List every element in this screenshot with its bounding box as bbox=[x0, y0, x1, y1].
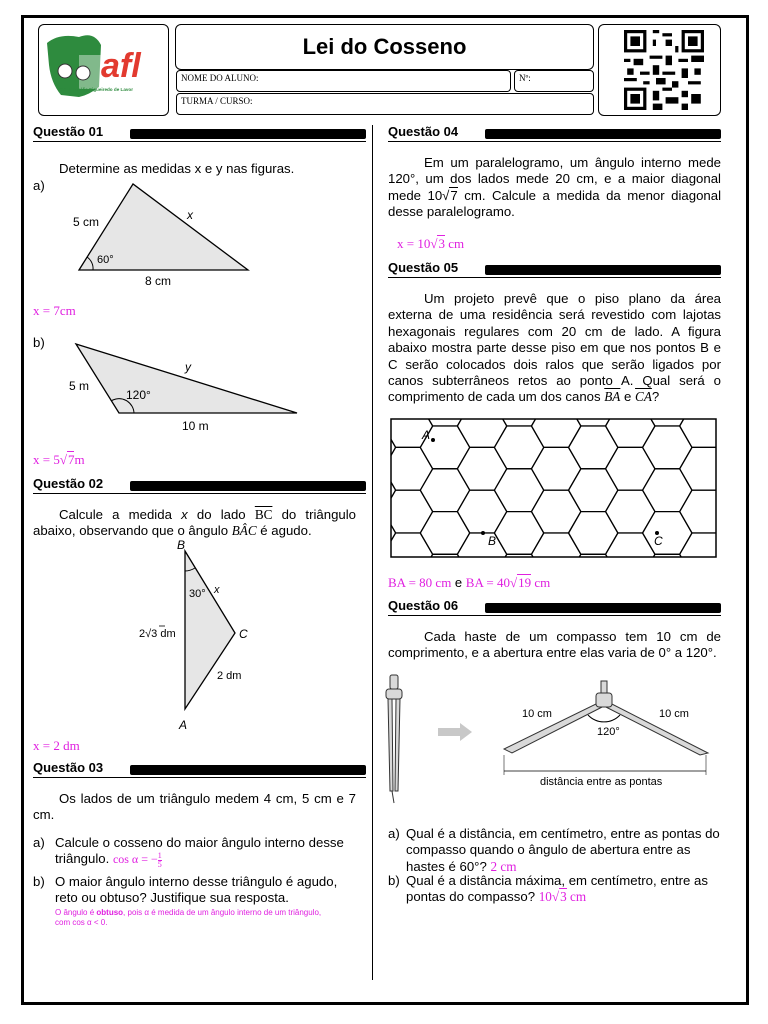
q3-a-text: Calcule o cosseno do maior ângulo interno desse triângulo. cos α = − $\frac{1}{5}$ bbox=[55, 835, 344, 870]
qr-code-icon bbox=[624, 30, 704, 110]
question-06-title: Questão 06 bbox=[388, 598, 459, 613]
kid-2-icon bbox=[76, 66, 90, 80]
q6-b-label: b) bbox=[388, 873, 400, 888]
question-06-header bbox=[388, 598, 721, 615]
q2-vertex-b: B bbox=[177, 538, 186, 552]
q3-a-label: a) bbox=[33, 835, 45, 850]
q2-vertex-a: A bbox=[179, 718, 188, 732]
q6-a-label: a) bbox=[388, 826, 400, 841]
q1-b-side1: 5 m bbox=[69, 379, 90, 393]
question-04-title: Questão 04 bbox=[388, 124, 459, 139]
q5-answer: BA = 80 cm e BA = 40√19 cm bbox=[388, 575, 551, 590]
student-number-field[interactable]: Nº: bbox=[514, 70, 594, 92]
q1-a-label: a) bbox=[33, 178, 45, 193]
q4-text: Em um paralelogramo, um ângulo interno mede 120°, um dos lados mede 20 cm, e a maior diagonal mede 10√7 cm. Calcule a medida da menor diagonal desse paralelogramo. bbox=[388, 155, 722, 220]
q5-point-b: B bbox=[488, 534, 497, 548]
class-field[interactable]: TURMA / CURSO: bbox=[176, 93, 594, 115]
logo-text: CCEP Amélia Figueiredo de Lavor bbox=[59, 87, 134, 92]
kid-1-icon bbox=[58, 64, 72, 78]
q6-distance-label: distância entre as pontas bbox=[540, 776, 663, 788]
q1-b-label: b) bbox=[33, 335, 45, 350]
q1-b-base: 10 m bbox=[182, 419, 209, 433]
closed-compass-icon bbox=[386, 675, 402, 803]
student-name-field[interactable]: NOME DO ALUNO: bbox=[176, 70, 511, 92]
question-01-header bbox=[33, 124, 366, 141]
q1-a-side2: x bbox=[187, 208, 193, 222]
q6-a-answer: 2 cm bbox=[490, 858, 517, 874]
q6-left-length: 10 cm bbox=[522, 708, 552, 720]
q3-b-text: O maior ângulo interno desse triângulo é agudo, reto ou obtuso? Justifique sua resposta. bbox=[55, 874, 338, 906]
q6-text: Cada haste de um compasso tem 10 cm de comprimento, e a abertura entre elas varia de 0° a 120°. bbox=[388, 629, 721, 661]
q3-text: Os lados de um triângulo medem 4 cm, 5 cm e 7 cm. bbox=[33, 791, 356, 823]
q2-side-left: 2√3 dm bbox=[139, 628, 176, 640]
q5-text: Um projeto prevê que o piso plano da área externa de uma residência será revestido com lajotas hexagonais regulares com 20 cm de lado. A figura abaixo mostra parte desse piso em que nos pontos B e C serão colocados dois ralos que serão ligados por canos subterrâneos retos ao ponto A. Qual será o comprimento de cada um dos canos $\overline{BA}$ e $\overline{CA}$? bbox=[388, 291, 721, 405]
q1-b-side2: y bbox=[185, 360, 191, 374]
arrow-right-icon bbox=[438, 723, 472, 741]
q6-b-text: Qual é a distância máxima, em centímetro, entre as pontas do compasso? 10√3 cm bbox=[406, 873, 708, 905]
q5-point-c: C bbox=[654, 534, 663, 548]
q3-b-answer: O ângulo é obtuso, pois α é medida de um ângulo interno de um triângulo, com cos α < 0. bbox=[55, 908, 322, 927]
page-title: Lei do Cosseno bbox=[302, 34, 467, 59]
q2-side-right: 2 dm bbox=[217, 670, 242, 682]
q6-angle: 120° bbox=[597, 726, 620, 738]
question-03-header bbox=[33, 760, 366, 777]
q2-angle: 30° bbox=[189, 588, 206, 600]
school-logo bbox=[39, 25, 167, 113]
q3-b-label: b) bbox=[33, 874, 45, 889]
q5-point-a: A bbox=[422, 428, 431, 442]
question-01-title: Questão 01 bbox=[33, 124, 104, 139]
q6-compass-figure bbox=[380, 673, 725, 808]
q2-side-x: x bbox=[214, 584, 220, 596]
q1-b-triangle-figure bbox=[64, 336, 304, 436]
q4-answer: x = 10√3 cm bbox=[397, 236, 465, 251]
q3-a-answer: cos α = − $\frac{1}{5}$ bbox=[112, 851, 162, 870]
question-02-header bbox=[33, 476, 366, 493]
q1-a-side1: 5 cm bbox=[73, 215, 100, 229]
column-divider bbox=[372, 125, 373, 980]
title-box bbox=[175, 24, 594, 70]
qr-box bbox=[598, 24, 721, 116]
q5-hexagon-figure bbox=[390, 418, 717, 558]
q2-text: Calcule a medida x do lado $\overline{BC}$ do triângulo abaixo, observando que o ângulo BÂC é agudo. bbox=[33, 507, 357, 539]
question-04-header bbox=[388, 124, 721, 141]
question-02-title: Questão 02 bbox=[33, 476, 104, 491]
logo-box bbox=[38, 24, 169, 116]
q2-answer: x = 2 dm bbox=[33, 738, 80, 753]
q1-prompt: Determine as medidas x e y nas figuras. bbox=[59, 161, 295, 176]
q1-a-answer: x = 7cm bbox=[33, 303, 76, 318]
logo-letters: afl bbox=[101, 47, 141, 85]
q1-b-angle: 120° bbox=[126, 388, 151, 402]
q1-a-base: 8 cm bbox=[145, 274, 172, 288]
q6-right-length: 10 cm bbox=[659, 708, 689, 720]
q1-a-triangle-figure bbox=[70, 180, 260, 290]
q6-a-text: Qual é a distância, em centímetro, entre as pontas do compasso quando o ângulo de abertura entre as hastes é 60°? 2 cm bbox=[406, 826, 720, 874]
question-03-title: Questão 03 bbox=[33, 760, 104, 775]
q6-b-answer: 10√3 cm bbox=[538, 889, 587, 905]
q1-a-angle: 60° bbox=[97, 254, 114, 266]
question-05-title: Questão 05 bbox=[388, 260, 459, 275]
question-05-header bbox=[388, 260, 721, 277]
q1-b-answer: x = 5√7m bbox=[33, 452, 85, 467]
q2-vertex-c: C bbox=[239, 627, 248, 641]
q2-triangle-figure bbox=[135, 537, 260, 737]
